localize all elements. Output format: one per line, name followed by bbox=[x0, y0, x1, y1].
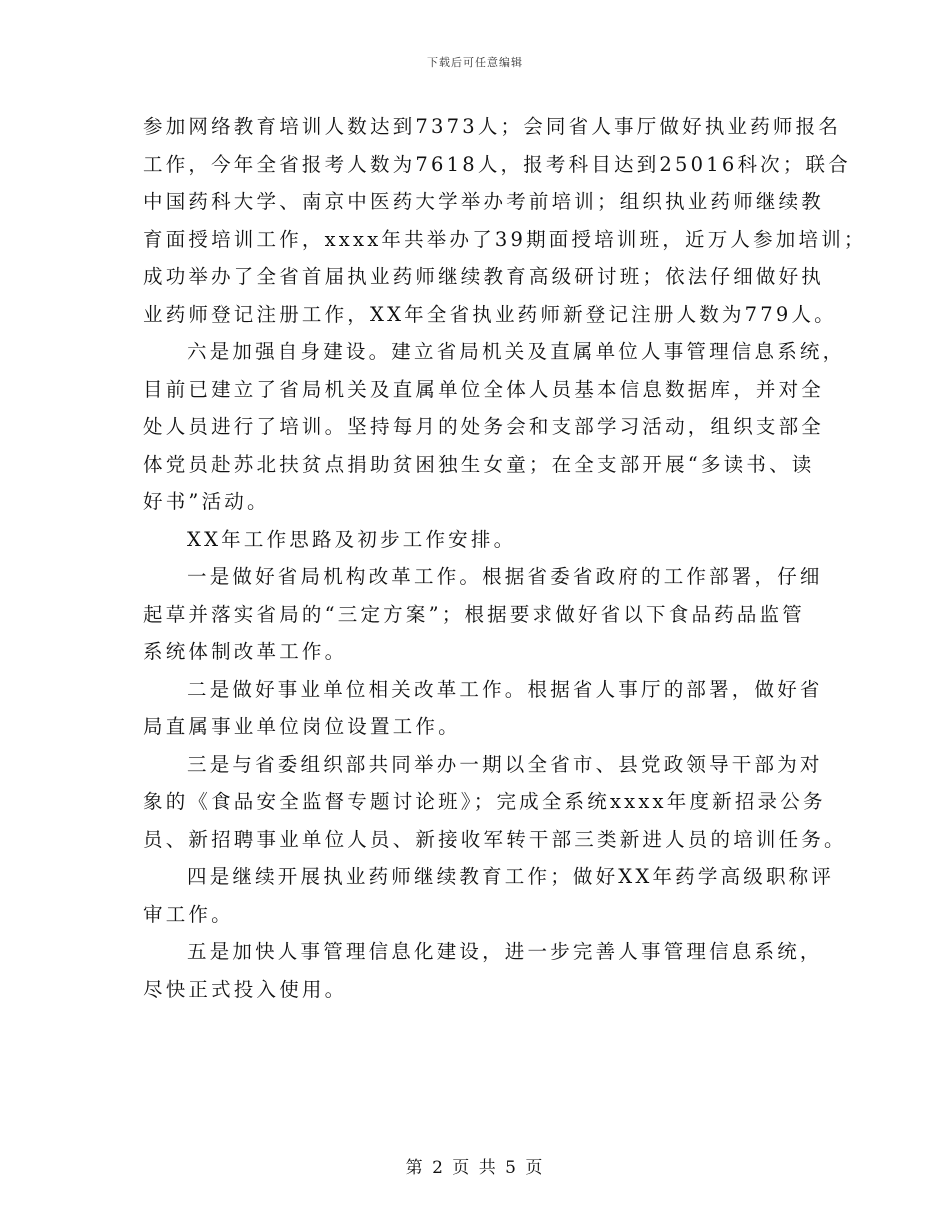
body-line: 成功举办了全省首届执业药师继续教育高级研讨班；依法仔细做好执 bbox=[143, 265, 825, 288]
body-line: 工作，今年全省报考人数为7618人，报考科目达到25016科次；联合 bbox=[143, 152, 851, 176]
body-line: 尽快正式投入使用。 bbox=[143, 977, 348, 1001]
body-line: 目前已建立了省局机关及直属单位全体人员基本信息数据库，并对全 bbox=[143, 377, 825, 401]
body-line: 系统体制改革工作。 bbox=[143, 640, 348, 663]
body-line: 中国药科大学、南京中医药大学举办考前培训；组织执业药师继续教 bbox=[143, 190, 825, 213]
paragraph-first-line: 六是加强自身建设。建立省局机关及直属单位人事管理信息系统， bbox=[187, 340, 846, 363]
body-line: 体党员赴苏北扶贫点捐助贫困独生女童；在全支部开展“多读书、读 bbox=[143, 452, 815, 476]
body-line: 好书”活动。 bbox=[143, 490, 270, 513]
section-heading: XX年工作思路及初步工作安排。 bbox=[187, 527, 517, 551]
paragraph-first-line: 四是继续开展执业药师继续教育工作；做好XX年药学高级职称评 bbox=[187, 865, 835, 888]
body-line: 象的《食品安全监督专题讨论班》；完成全系统xxxx年度新招录公务 bbox=[143, 790, 826, 813]
page-number-footer: 第 2 页 共 5 页 bbox=[405, 1158, 545, 1178]
body-line: 业药师登记注册工作，XX年全省执业药师新登记注册人数为779人。 bbox=[143, 302, 837, 326]
page-header: 下载后可任意编辑 bbox=[427, 56, 523, 69]
paragraph-first-line: 一是做好省局机构改革工作。根据省委省政府的工作部署，仔细 bbox=[187, 565, 823, 588]
body-line: 参加网络教育培训人数达到7373人；会同省人事厅做好执业药师报名 bbox=[143, 115, 842, 138]
body-line: 局直属事业单位岗位设置工作。 bbox=[143, 715, 461, 738]
body-line: 起草并落实省局的“三定方案”；根据要求做好省以下食品药品监管 bbox=[143, 602, 805, 626]
body-line: 处人员进行了培训。坚持每月的处务会和支部学习活动，组织支部全 bbox=[143, 415, 825, 438]
body-line: 审工作。 bbox=[143, 902, 234, 926]
paragraph-first-line: 五是加快人事管理信息化建设，进一步完善人事管理信息系统， bbox=[187, 940, 823, 963]
paragraph-first-line: 二是做好事业单位相关改革工作。根据省人事厅的部署，做好省 bbox=[187, 677, 823, 701]
body-line: 员、新招聘事业单位人员、新接收军转干部三类新进人员的培训任务。 bbox=[143, 827, 847, 851]
paragraph-first-line: 三是与省委组织部共同举办一期以全省市、县党政领导干部为对 bbox=[187, 752, 823, 776]
document-body bbox=[143, 108, 867, 1008]
body-line: 育面授培训工作，xxxx年共举办了39期面授培训班，近万人参加培训； bbox=[143, 227, 867, 251]
